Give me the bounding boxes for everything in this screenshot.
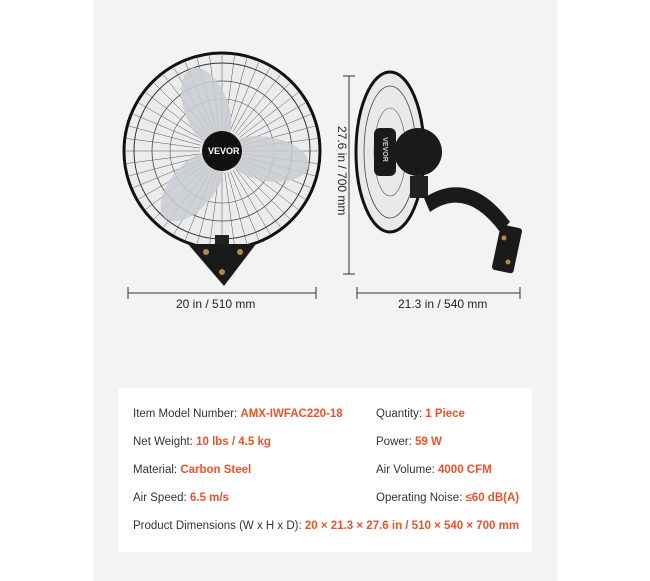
spec-air-speed: Air Speed: 6.5 m/s [133, 492, 229, 504]
front-view-fan [124, 53, 320, 286]
wall-mount-bracket [188, 244, 256, 286]
side-view-fan [356, 72, 523, 274]
spec-power: Power: 59 W [376, 436, 442, 448]
spec-air-volume: Air Volume: 4000 CFM [376, 464, 492, 476]
front-width-label: 20 in / 510 mm [176, 297, 256, 311]
brand-logo: VEVOR [208, 146, 240, 156]
motor-housing [394, 128, 442, 176]
side-depth-label: 21.3 in / 540 mm [398, 297, 488, 311]
height-label: 27.6 in / 700 mm [335, 126, 349, 216]
mounting-arm [424, 187, 510, 232]
spec-quantity: Quantity: 1 Piece [376, 408, 465, 420]
side-brand-logo: VEVOR [380, 137, 388, 162]
spec-material: Material: Carbon Steel [133, 464, 252, 476]
spec-weight: Net Weight: 10 lbs / 4.5 kg [133, 436, 271, 448]
spec-dimensions: Product Dimensions (W x H x D): 20 × 21.3 × 27.6 in / 510 × 540 × 700 mm [133, 520, 520, 532]
spec-model: Item Model Number: AMX-IWFAC220-18 [133, 408, 343, 420]
spec-noise: Operating Noise: ≤60 dB(A) [376, 492, 520, 504]
